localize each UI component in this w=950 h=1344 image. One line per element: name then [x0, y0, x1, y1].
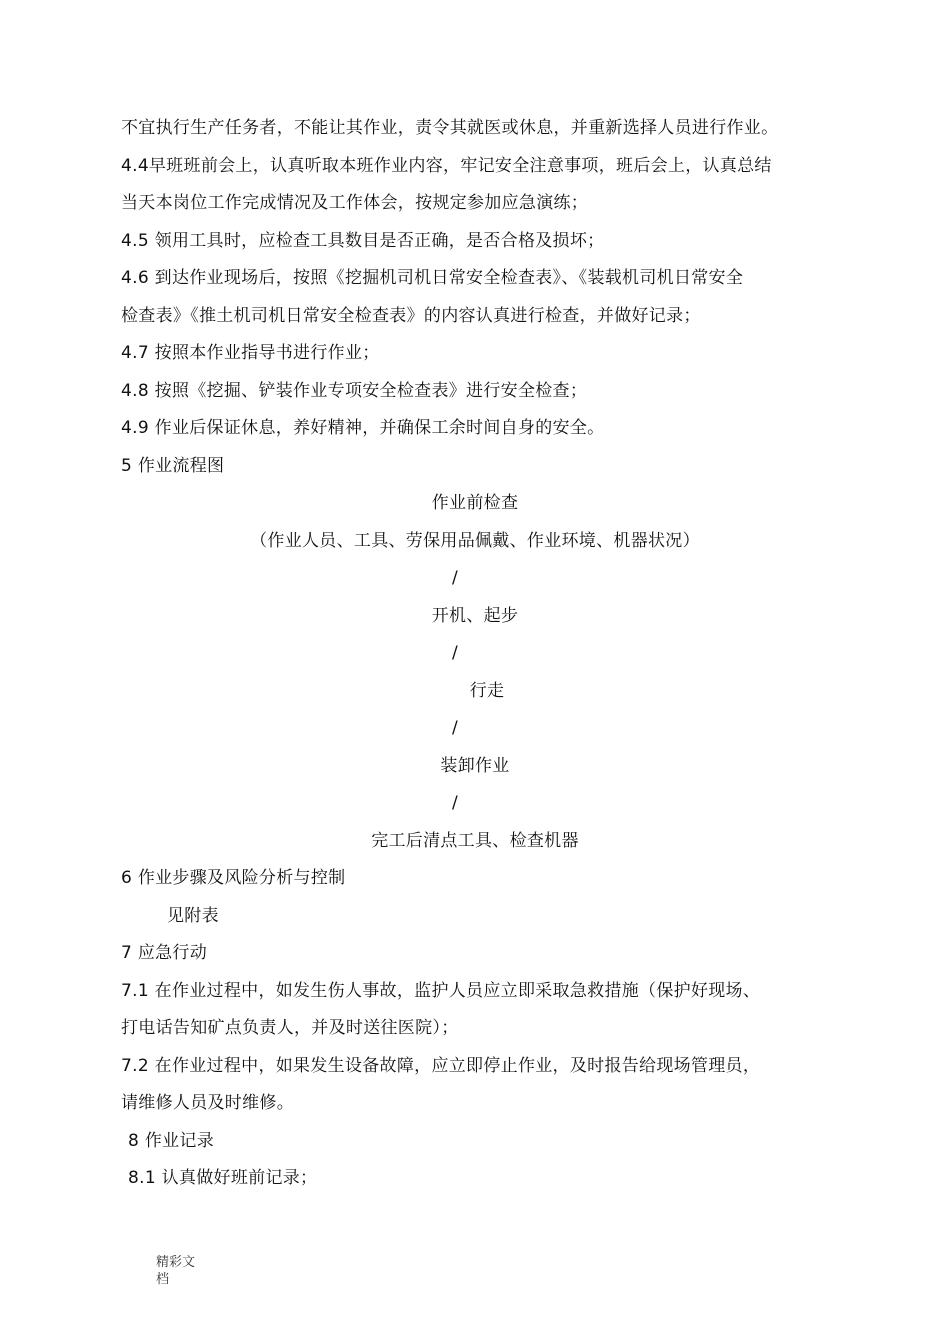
paragraph-line: 4.4早班班前会上，认真听取本班作业内容，牢记安全注意事项，班后会上，认真总结 — [121, 156, 772, 176]
paragraph-line: 4.7 按照本作业指导书进行作业； — [121, 343, 380, 363]
paragraph-line: 7.2 在作业过程中，如果发生设备故障，应立即停止作业，及时报告给现场管理员， — [121, 1056, 761, 1076]
flow-connector: / — [451, 568, 459, 588]
section-heading: 6 作业步骤及风险分析与控制 — [121, 868, 346, 888]
section-heading: 8 作业记录 — [128, 1131, 215, 1151]
flow-step-detail: （作业人员、工具、劳保用品佩戴、作业环境、机器状况） — [250, 531, 700, 551]
paragraph-line: 8.1 认真做好班前记录； — [128, 1168, 318, 1188]
flow-connector: / — [451, 793, 459, 813]
section-heading: 7 应急行动 — [121, 943, 208, 963]
paragraph-line: 当天本岗位工作完成情况及工作体会，按规定参加应急演练； — [121, 193, 589, 213]
flow-connector: / — [451, 718, 459, 738]
flow-step: 完工后清点工具、检查机器 — [371, 831, 579, 851]
paragraph-line: 检查表》《推土机司机日常安全检查表》的内容认真进行检查，并做好记录； — [121, 306, 701, 326]
paragraph-line: 打电话告知矿点负责人，并及时送往医院）； — [121, 1018, 459, 1038]
flow-step: 开机、起步 — [431, 606, 519, 626]
paragraph-line: 4.9 作业后保证休息，养好精神，并确保工余时间自身的安全。 — [121, 418, 605, 438]
paragraph-line: 不宜执行生产任务者，不能让其作业，责令其就医或休息，并重新选择人员进行作业。 — [121, 118, 779, 138]
paragraph-line: 4.8 按照《挖掘、铲装作业专项安全检查表》进行安全检查； — [121, 381, 588, 401]
paragraph-line: 4.6 到达作业现场后，按照《挖掘机司机日常安全检查表》、《装载机司机日常安全 — [121, 268, 744, 288]
flow-step: 作业前检查 — [431, 493, 519, 513]
page-footer: 精彩文档 — [156, 1255, 196, 1287]
paragraph-line: 请维修人员及时维修。 — [121, 1093, 294, 1113]
section-heading: 5 作业流程图 — [121, 456, 225, 476]
paragraph-line: 4.5 领用工具时，应检查工具数目是否正确，是否合格及损坏； — [121, 231, 605, 251]
flow-step: 装卸作业 — [440, 756, 510, 776]
flow-step: 行走 — [469, 681, 505, 701]
flow-connector: / — [451, 643, 459, 663]
paragraph-line: 7.1 在作业过程中，如发生伤人事故，监护人员应立即采取急救措施（保护好现场、 — [121, 981, 761, 1001]
paragraph-line: 见附表 — [167, 906, 219, 926]
